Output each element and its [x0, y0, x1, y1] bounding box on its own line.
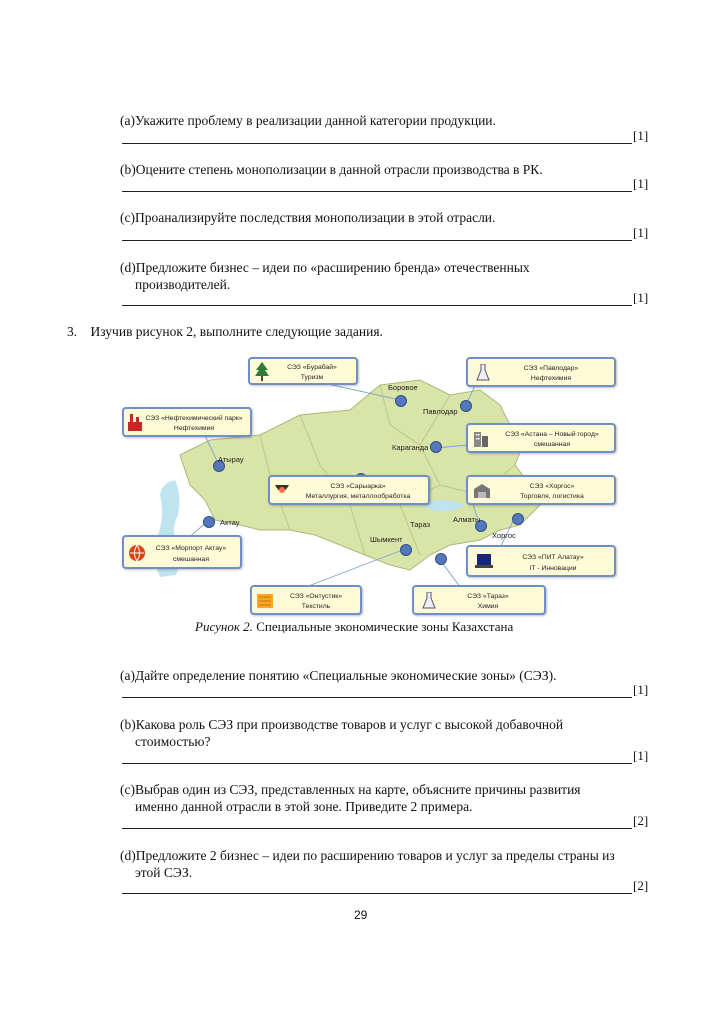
- answer-line[interactable]: [122, 143, 632, 144]
- map-dot-borovoe: [395, 395, 407, 407]
- question-text: Оцените степень монополизации в данной отрасли производства в РК.: [135, 162, 543, 177]
- question-text-continued: именно данной отрасли в этой зоне. Приведите 2 примера.: [135, 799, 473, 814]
- sez-map: [120, 355, 620, 615]
- zone-title: СЭЗ «Онтустик»: [289, 593, 343, 600]
- city-label: Хоргос: [492, 531, 516, 540]
- mark: [2]: [633, 878, 649, 893]
- map-dot-pavlodar: [460, 400, 472, 412]
- question-3a-top: [120, 112, 496, 129]
- city-label: Караганда: [392, 443, 429, 452]
- question-c: [120, 781, 581, 798]
- answer-line[interactable]: [122, 697, 632, 698]
- zone-sub: смешанная: [533, 441, 571, 448]
- mark: [1]: [633, 176, 649, 191]
- page-number: 29: [354, 908, 368, 922]
- zone-title: СЭЗ «Морпорт Актау»: [155, 545, 227, 552]
- question-3d-top: [120, 259, 530, 276]
- zone-box-khorgos: [466, 475, 616, 505]
- question-text: Какова роль СЭЗ при производстве товаров и услуг с высокой добавочной: [135, 717, 564, 732]
- zone-title: СЭЗ «ПИТ Алатау»: [522, 554, 584, 561]
- zone-sub: Туризм: [300, 374, 324, 381]
- map-dot-taraz: [435, 553, 447, 565]
- question-text: Предложите бизнес – идеи по «расширению бренда» отечественных: [135, 260, 530, 275]
- zone-box-pit-alatau: [466, 545, 616, 577]
- question-text-continued: производителей.: [135, 277, 231, 292]
- zone-sub: Нефтехимия: [173, 425, 215, 432]
- question-text: Предложите 2 бизнес – идеи по расширению товаров и услуг за пределы страны из: [135, 848, 615, 863]
- map-dot-shymkent: [400, 544, 412, 556]
- question-label: (b): [120, 162, 136, 177]
- figure-caption-label: Рисунок 2.: [195, 619, 253, 634]
- mark: [1]: [633, 290, 649, 305]
- zone-sub: IT - Инновации: [529, 565, 577, 572]
- question-label: (d): [120, 848, 136, 863]
- zone-box-burabay: [248, 357, 358, 385]
- zone-sub: Нефтехимия: [530, 375, 572, 382]
- answer-line[interactable]: [122, 893, 632, 894]
- question-3c-top: [120, 209, 495, 226]
- task-heading: [67, 323, 383, 340]
- zone-box-petrochemical-park: [122, 407, 252, 437]
- city-label: Тараз: [410, 520, 431, 529]
- question-text: Дайте определение понятию «Специальные экономические зоны» (СЭЗ).: [134, 668, 557, 683]
- zone-box-taraz: [412, 585, 546, 615]
- zone-title: СЭЗ «Бурабай»: [287, 364, 337, 371]
- zone-sub: смешанная: [172, 556, 210, 563]
- map-dot-khorgos: [512, 513, 524, 525]
- question-text: Проанализируйте последствия монополизации в этой отрасли.: [134, 210, 496, 225]
- warehouse-icon: [473, 483, 491, 499]
- question-text: Укажите проблему в реализации данной категории продукции.: [134, 113, 496, 128]
- zone-sub: Текстиль: [301, 603, 331, 610]
- task-number: 3.: [67, 324, 78, 339]
- figure-caption-text: Специальные экономические зоны Казахстана: [252, 619, 514, 634]
- answer-line[interactable]: [122, 305, 632, 306]
- figure-caption: [195, 619, 513, 635]
- mark: [1]: [633, 225, 649, 240]
- map-dot-aktau: [203, 516, 215, 528]
- city-label: Атырау: [218, 455, 244, 464]
- mark: [1]: [633, 128, 649, 143]
- mark: [1]: [633, 682, 649, 697]
- zone-title: СЭЗ «Тараз»: [467, 593, 509, 600]
- zone-sub: Металлургия, металлообработка: [305, 493, 411, 500]
- question-label: (b): [120, 717, 136, 732]
- zone-title: СЭЗ «Нефтехимический парк»: [145, 415, 243, 422]
- mark: [2]: [633, 813, 649, 828]
- zone-sub: Химия: [477, 603, 499, 610]
- building-icon: [473, 430, 489, 448]
- zone-sub: Торговля, логистика: [520, 493, 584, 500]
- task-text: Изучив рисунок 2, выполните следующие задания.: [90, 324, 383, 339]
- city-label: Шымкент: [370, 535, 403, 544]
- question-d: [120, 847, 615, 864]
- question-b: [120, 716, 563, 733]
- question-label: (c): [120, 210, 135, 225]
- map-dot-astana: [430, 441, 442, 453]
- zone-box-saryarka: [268, 475, 430, 505]
- question-a: [120, 667, 557, 684]
- question-3b-top: [120, 161, 543, 178]
- zone-box-ontustik: [250, 585, 362, 615]
- zone-box-astana: [466, 423, 616, 453]
- city-label: Боровое: [388, 383, 418, 392]
- question-label: (a): [120, 668, 135, 683]
- city-label: Актау: [220, 518, 240, 527]
- answer-line[interactable]: [122, 240, 632, 241]
- zone-box-morport-aktau: [122, 535, 242, 569]
- zone-box-pavlodar: [466, 357, 616, 387]
- answer-line[interactable]: [122, 828, 632, 829]
- question-label: (a): [120, 113, 135, 128]
- answer-line[interactable]: [122, 763, 632, 764]
- zone-title: СЭЗ «Астана – Новый город»: [505, 431, 599, 438]
- question-text-continued: этой СЭЗ.: [135, 865, 193, 880]
- question-label: (c): [120, 782, 135, 797]
- answer-line[interactable]: [122, 191, 632, 192]
- city-label: Алматы: [453, 515, 481, 524]
- question-label: (d): [120, 260, 136, 275]
- mark: [1]: [633, 748, 649, 763]
- zone-title: СЭЗ «Сарыарка»: [330, 483, 386, 490]
- zone-title: СЭЗ «Павлодар»: [523, 365, 579, 372]
- zone-title: СЭЗ «Хоргос»: [529, 483, 575, 490]
- question-text: Выбрав один из СЭЗ, представленных на карте, объясните причины развития: [134, 782, 581, 797]
- city-label: Павлодар: [423, 407, 458, 416]
- laptop-icon: [474, 553, 494, 571]
- question-text-continued: стоимостью?: [135, 734, 211, 749]
